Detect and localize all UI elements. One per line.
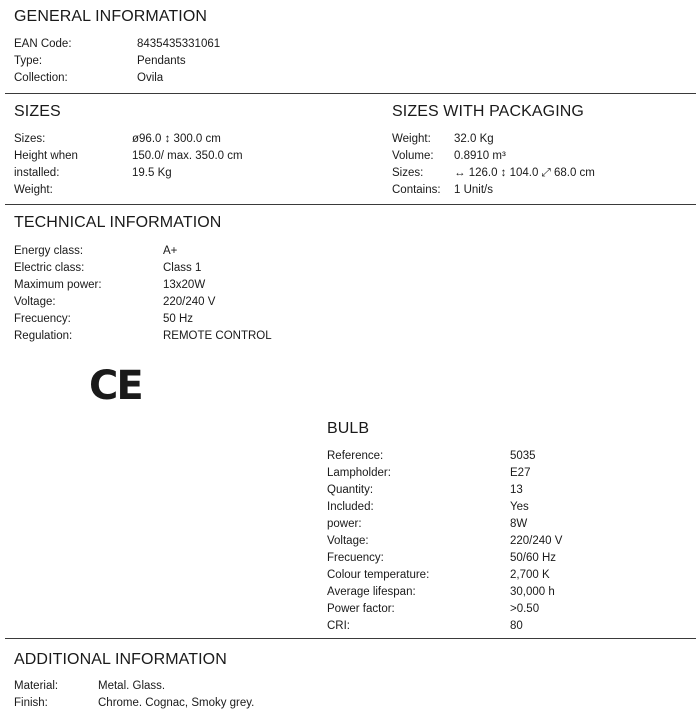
row-value: 8W [510, 518, 528, 530]
technical-row-frecuency [14, 311, 334, 328]
row-value: REMOTE CONTROL [163, 330, 272, 342]
row-value: ↔ 126.0 ↕ 104.0 ⤢ 68.0 cm [454, 167, 595, 179]
row-label: Colour temperature: [327, 569, 430, 581]
row-value: 30,000 h [510, 586, 555, 598]
sizes-value: 150.0/ max. 350.0 cm [132, 150, 243, 162]
row-value: 32.0 Kg [454, 133, 494, 145]
packaging-table [392, 131, 692, 199]
row-value: 1 Unit/s [454, 184, 493, 196]
additional-row-material [14, 678, 334, 695]
packaging-row-contains [392, 182, 692, 199]
sizes-value: 19.5 Kg [132, 167, 172, 179]
packaging-row-volume [392, 148, 692, 165]
row-label: Material: [14, 680, 59, 692]
general-row-ean [14, 36, 314, 53]
ce-mark-icon: CE [89, 363, 142, 409]
bulb-row-average-lifespan [327, 584, 647, 601]
additional-information-table [14, 678, 334, 712]
divider [5, 638, 696, 639]
row-label: Finish: [14, 697, 48, 709]
row-value: 8435435331061 [137, 38, 221, 50]
sizes-label: Sizes: [14, 133, 46, 145]
technical-row-voltage [14, 294, 334, 311]
sizes-label: installed: [14, 167, 60, 179]
row-value: 50/60 Hz [510, 552, 557, 564]
general-information-table [14, 36, 314, 87]
bulb-row-voltage [327, 533, 647, 550]
row-value: >0.50 [510, 603, 540, 615]
technical-information-table [14, 243, 334, 345]
technical-row-energy-class [14, 243, 334, 260]
row-value: Class 1 [163, 262, 202, 274]
row-label: CRI: [327, 620, 350, 632]
sizes-heading: SIZES [14, 103, 61, 120]
row-label: Voltage: [14, 296, 56, 308]
bulb-row-included [327, 499, 647, 516]
row-label: Average lifespan: [327, 586, 416, 598]
row-label: Energy class: [14, 245, 84, 257]
row-label: EAN Code: [14, 38, 72, 50]
divider [5, 204, 696, 205]
row-value: Metal. Glass. [98, 680, 166, 692]
sizes-value: ø96.0 ↕ 300.0 cm [132, 133, 221, 145]
bulb-heading: BULB [327, 420, 370, 437]
bulb-row-power [327, 516, 647, 533]
row-value: 13 [510, 484, 523, 496]
sizes-label: Height when [14, 150, 78, 162]
row-label: Type: [14, 55, 43, 67]
general-information-heading: GENERAL INFORMATION [14, 8, 208, 25]
bulb-table [327, 448, 647, 635]
packaging-heading: SIZES WITH PACKAGING [392, 103, 584, 120]
bulb-row-lampholder [327, 465, 647, 482]
row-label: Weight: [392, 133, 431, 145]
row-label: Reference: [327, 450, 384, 462]
row-label: Volume: [392, 150, 434, 162]
row-value: E27 [510, 467, 531, 479]
row-value: Pendants [137, 55, 186, 67]
sizes-labels [14, 131, 78, 199]
sizes-label: Weight: [14, 184, 53, 196]
general-row-type [14, 53, 314, 70]
row-label: Frecuency: [14, 313, 71, 325]
row-value: 0.8910 m³ [454, 150, 506, 162]
row-label: Collection: [14, 72, 68, 84]
row-label: Maximum power: [14, 279, 102, 291]
row-value: Yes [510, 501, 529, 513]
additional-information-heading: ADDITIONAL INFORMATION [14, 651, 227, 668]
technical-row-electric-class [14, 260, 334, 277]
row-value: 220/240 V [163, 296, 216, 308]
row-label: power: [327, 518, 362, 530]
bulb-row-cri [327, 618, 647, 635]
row-label: Voltage: [327, 535, 369, 547]
row-value: 13x20W [163, 279, 206, 291]
packaging-row-weight [392, 131, 692, 148]
row-value: A+ [163, 245, 178, 257]
bulb-row-reference [327, 448, 647, 465]
row-value: 220/240 V [510, 535, 563, 547]
row-label: Sizes: [392, 167, 424, 179]
row-label: Electric class: [14, 262, 85, 274]
row-label: Frecuency: [327, 552, 384, 564]
row-value: Chrome. Cognac, Smoky grey. [98, 697, 255, 709]
packaging-row-sizes [392, 165, 692, 182]
row-label: Lampholder: [327, 467, 391, 479]
row-label: Regulation: [14, 330, 73, 342]
row-value: Ovila [137, 72, 164, 84]
divider [5, 93, 696, 94]
bulb-row-frecuency [327, 550, 647, 567]
row-value: 80 [510, 620, 523, 632]
general-row-collection [14, 70, 314, 87]
technical-row-maximum-power [14, 277, 334, 294]
additional-row-finish [14, 695, 334, 712]
row-label: Power factor: [327, 603, 395, 615]
technical-row-regulation [14, 328, 334, 345]
bulb-row-colour-temperature [327, 567, 647, 584]
row-label: Included: [327, 501, 374, 513]
row-label: Quantity: [327, 484, 374, 496]
row-value: 5035 [510, 450, 536, 462]
row-value: 2,700 K [510, 569, 550, 581]
row-value: 50 Hz [163, 313, 194, 325]
row-label: Contains: [392, 184, 441, 196]
bulb-row-quantity [327, 482, 647, 499]
technical-information-heading: TECHNICAL INFORMATION [14, 214, 222, 231]
bulb-row-power-factor [327, 601, 647, 618]
sizes-values [132, 131, 243, 182]
